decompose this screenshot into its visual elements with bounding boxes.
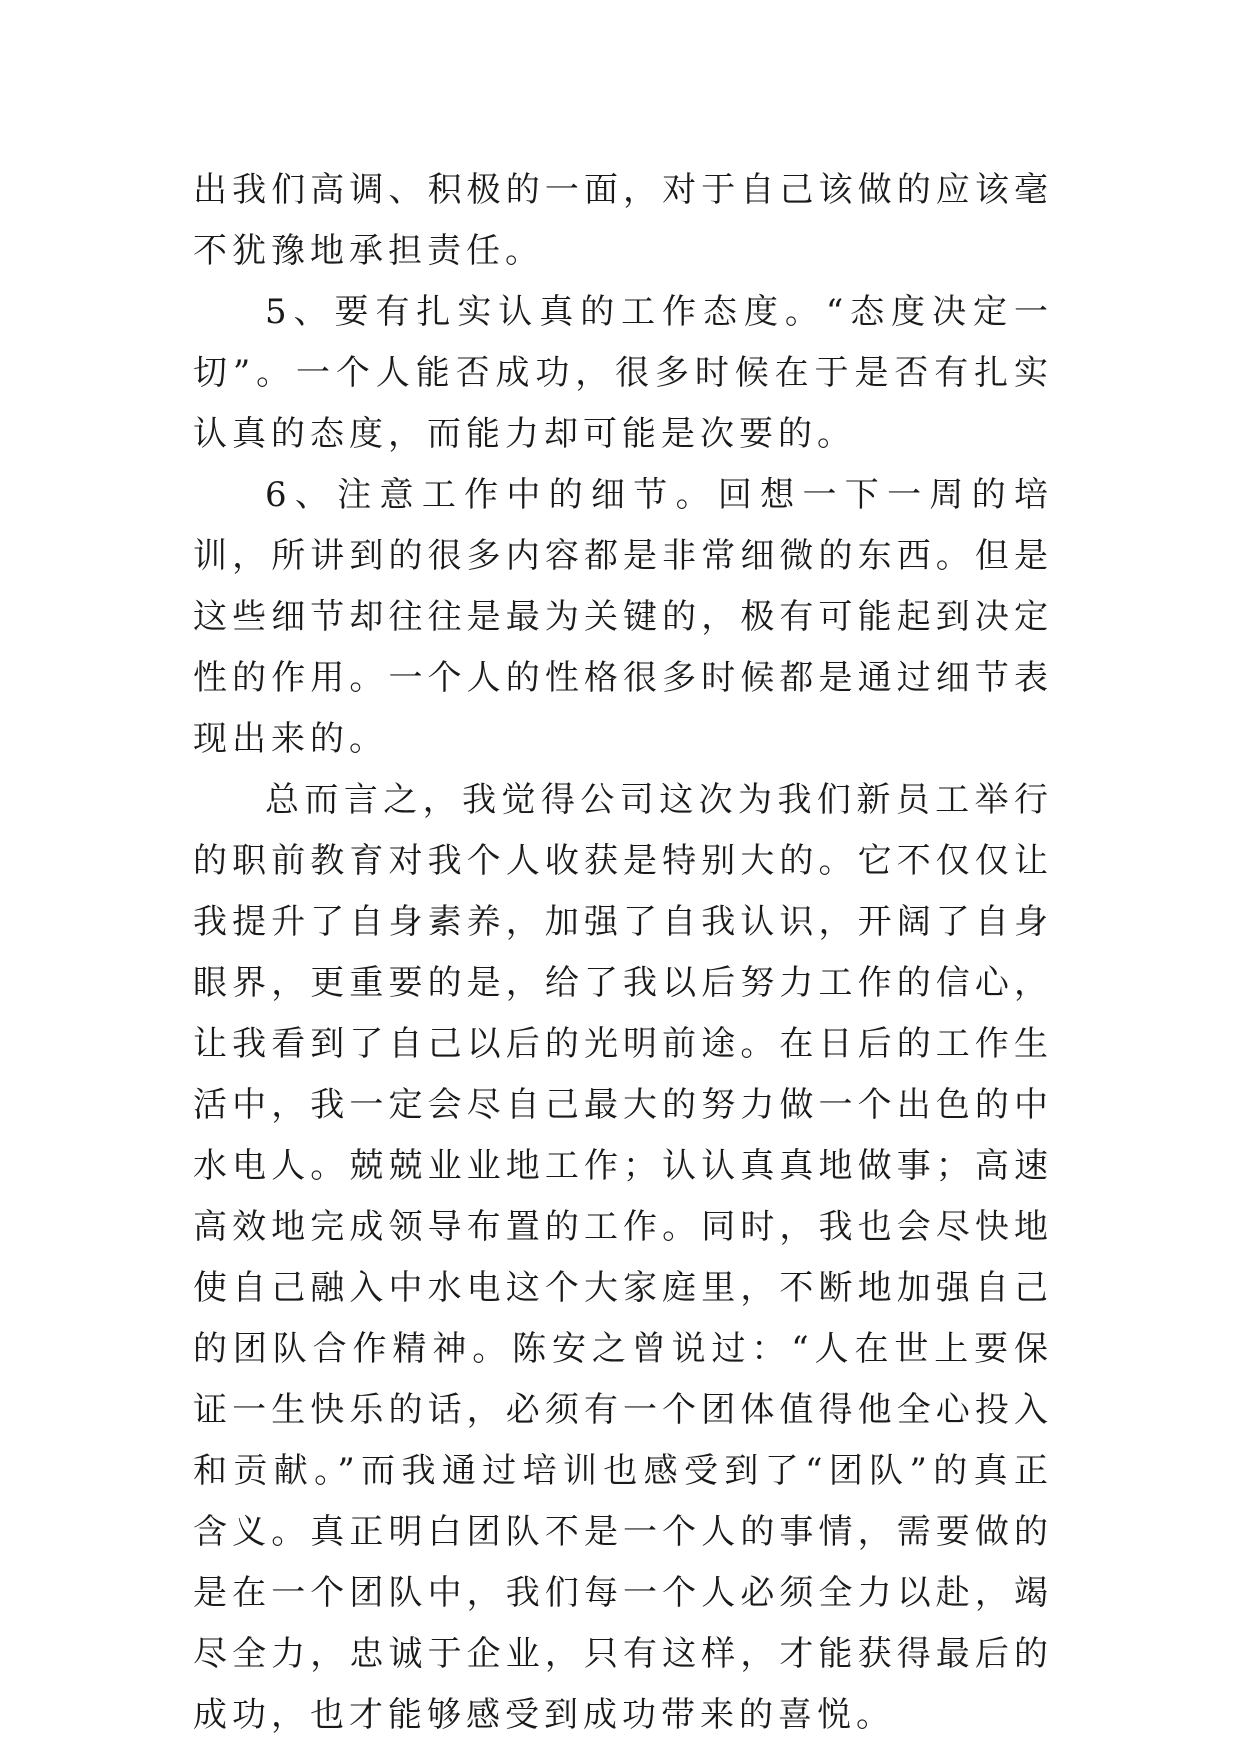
paragraph-point-6: 6、注意工作中的细节。回想一下一周的培训，所讲到的很多内容都是非常细微的东西。但是这些细节却往往是最为关键的，极有可能起到决定性的作用。一个人的性格很多时候都是通过细节表现出来的。 (193, 475, 1053, 759)
paragraph-point-5: 5、要有扎实认真的工作态度。“态度决定一切”。一个人能否成功，很多时候在于是否有扎实认真的态度，而能力却可能是次要的。 (193, 292, 1053, 454)
document-page (193, 160, 1053, 1746)
paragraph-conclusion: 总而言之，我觉得公司这次为我们新员工举行的职前教育对我个人收获是特别大的。它不仅仅让我提升了自身素养，加强了自我认识，开阔了自身眼界，更重要的是，给了我以后努力工作的信心，让我看到了自己以后的光明前途。在日后的工作生活中，我一定会尽自己最大的努力做一个出色的中水电人。兢兢业业地工作；认认真真地做事；高速高效地完成领导布置的工作。同时，我也会尽快地使自己融入中水电这个大家庭里，不断地加强自己的团队合作精神。陈安之曾说过：“人在世上要保证一生快乐的话，必须有一个团体值得他全心投入和贡献。”而我通过培训也感受到了“团队”的真正含义。真正明白团队不是一个人的事情，需要做的是在一个团队中，我们每一个人必须全力以赴，竭尽全力，忠诚于企业，只有这样，才能获得最后的成功，也才能够感受到成功带来的喜悦。 (193, 780, 1053, 1735)
paragraph-continuation: 出我们高调、积极的一面，对于自己该做的应该毫不犹豫地承担责任。 (193, 170, 1053, 271)
